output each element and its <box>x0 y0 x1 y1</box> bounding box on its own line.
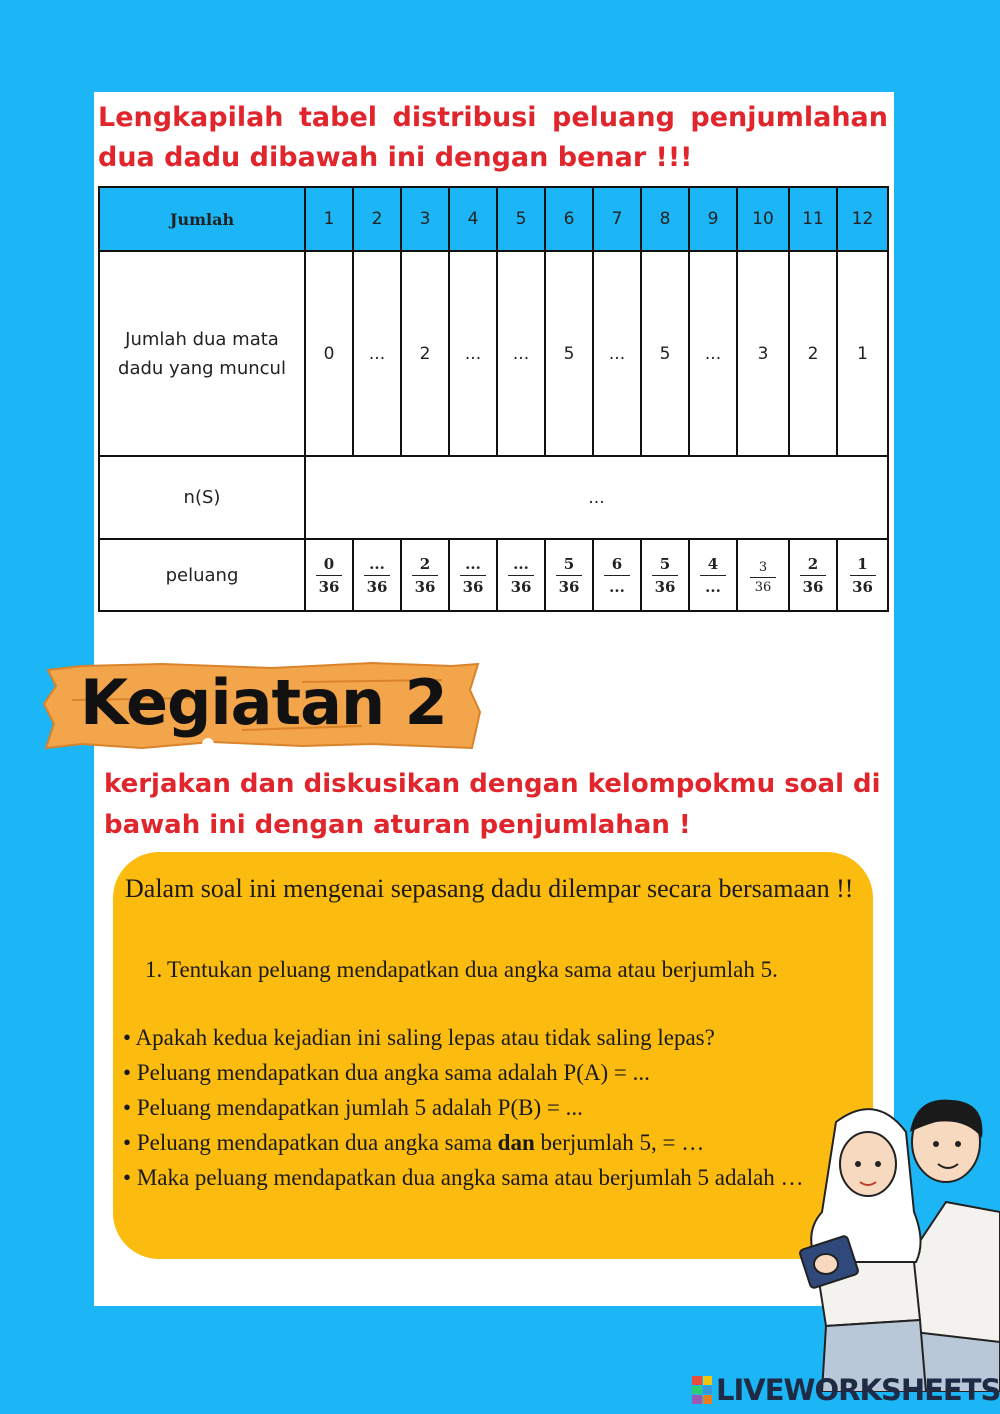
frequency-label: Jumlah dua mata dadu yang muncul <box>99 251 305 456</box>
bullet-item <box>123 1125 863 1160</box>
fraction <box>800 555 826 596</box>
sum-header: 2 <box>353 187 401 251</box>
fraction-numerator: 5 <box>652 555 678 576</box>
fraction-numerator: 0 <box>316 555 342 576</box>
fraction-numerator: 1 <box>850 555 876 576</box>
question-1 <box>145 952 785 987</box>
fraction <box>316 555 342 596</box>
instruction-complete-table: Lengkapilah tabel distribusi peluang penjumlahan dua dadu dibawah ini dengan benar !!! <box>98 102 888 173</box>
frequency-cell: 2 <box>789 251 837 456</box>
frequency-cell-blank[interactable]: ... <box>593 251 641 456</box>
frequency-cell: 0 <box>305 251 353 456</box>
sum-header: 4 <box>449 187 497 251</box>
probability-cell-blank[interactable] <box>497 539 545 611</box>
fraction <box>750 560 776 595</box>
frequency-cell: 5 <box>545 251 593 456</box>
fraction <box>460 555 486 596</box>
fraction-denominator: 36 <box>852 578 873 596</box>
probability-cell-blank[interactable] <box>353 539 401 611</box>
fraction-numerator: 4 <box>700 555 726 576</box>
students-illustration <box>796 1092 1000 1392</box>
bullet-item <box>123 1020 863 1055</box>
instruction-discuss <box>104 764 904 846</box>
sum-header: 7 <box>593 187 641 251</box>
probability-cell-blank[interactable] <box>689 539 737 611</box>
card-intro: Dalam soal ini mengenai sepasang dadu dilempar secara bersamaan !! <box>125 874 854 903</box>
fraction-numerator[interactable]: ... <box>508 555 534 576</box>
fraction-numerator: 2 <box>412 555 438 576</box>
bullet-text: berjumlah 5, = … <box>534 1130 705 1155</box>
sum-header: 10 <box>737 187 789 251</box>
sample-space-label: n(S) <box>99 456 305 539</box>
bullet-text: Peluang mendapatkan dua angka sama adalah P(A) = ... <box>136 1060 650 1085</box>
bullet-text: Peluang mendapatkan dua angka sama <box>136 1130 498 1155</box>
sum-header: 1 <box>305 187 353 251</box>
banner-title: Kegiatan 2 <box>80 666 447 739</box>
probability-cell <box>545 539 593 611</box>
question-card <box>113 852 873 1259</box>
fraction-denominator: 36 <box>318 578 340 596</box>
instruction-line-1: kerjakan dan diskusikan dengan kelompokmu soal di <box>104 769 881 799</box>
frequency-cell-blank[interactable]: ... <box>689 251 737 456</box>
bullet-item <box>123 1055 863 1090</box>
frequency-cell: 2 <box>401 251 449 456</box>
fraction <box>412 555 438 596</box>
bullet-text: Maka peluang mendapatkan dua angka sama atau berjumlah 5 adalah … <box>136 1165 804 1190</box>
table-header-row <box>99 187 888 251</box>
watermark-text: LIVEWORKSHEETS <box>716 1373 1000 1407</box>
frequency-cell-blank[interactable]: ... <box>353 251 401 456</box>
fraction <box>364 555 390 596</box>
fraction <box>850 555 876 596</box>
fraction-denominator: 36 <box>654 578 676 596</box>
probability-cell <box>401 539 449 611</box>
fraction-numerator: 6 <box>604 555 630 576</box>
sum-header: 3 <box>401 187 449 251</box>
bullet-text: Apakah kedua kejadian ini saling lepas atau tidak saling lepas? <box>135 1025 715 1050</box>
probability-label: peluang <box>99 539 305 611</box>
fraction-numerator: 2 <box>800 555 826 576</box>
fraction-denominator: 36 <box>366 578 388 596</box>
fraction <box>652 555 678 596</box>
bullet-bold-text: dan <box>497 1130 535 1155</box>
question-bullets <box>123 1020 863 1195</box>
sum-header: 9 <box>689 187 737 251</box>
sum-header: 5 <box>497 187 545 251</box>
probability-cell <box>789 539 837 611</box>
probability-cell <box>641 539 689 611</box>
frequency-cell: 5 <box>641 251 689 456</box>
liveworksheets-logo-icon <box>692 1376 712 1404</box>
probability-cell <box>837 539 888 611</box>
probability-cell-blank[interactable] <box>449 539 497 611</box>
question-number: 1. <box>145 957 163 982</box>
frequency-row <box>99 251 888 456</box>
probability-cell-blank[interactable] <box>593 539 641 611</box>
fraction <box>700 555 726 596</box>
sum-header: 6 <box>545 187 593 251</box>
probability-cell <box>305 539 353 611</box>
header-label-jumlah: Jumlah <box>99 187 305 251</box>
frequency-cell: 1 <box>837 251 888 456</box>
fraction <box>604 555 630 596</box>
fraction-numerator[interactable]: ... <box>364 555 390 576</box>
fraction-denominator: 36 <box>754 579 772 595</box>
watermark <box>692 1372 1000 1408</box>
fraction-numerator: 3 <box>750 560 776 578</box>
frequency-cell-blank[interactable]: ... <box>497 251 545 456</box>
frequency-cell: 3 <box>737 251 789 456</box>
bullet-item <box>123 1090 863 1125</box>
fraction-numerator[interactable]: ... <box>460 555 486 576</box>
probability-distribution-table <box>98 186 889 612</box>
sample-space-row <box>99 456 888 539</box>
fraction-denominator[interactable]: ... <box>705 578 721 596</box>
probability-cell <box>737 539 789 611</box>
question-text: Tentukan peluang mendapatkan dua angka sama atau berjumlah 5. <box>167 957 778 982</box>
fraction <box>508 555 534 596</box>
fraction-numerator: 5 <box>556 555 582 576</box>
sample-space-blank[interactable]: ... <box>305 456 888 539</box>
sum-header: 8 <box>641 187 689 251</box>
fraction-denominator[interactable]: ... <box>609 578 625 596</box>
sum-header: 12 <box>837 187 888 251</box>
bullet-item <box>123 1160 863 1195</box>
fraction-denominator: 36 <box>414 578 436 596</box>
fraction-denominator: 36 <box>510 578 532 596</box>
fraction <box>556 555 582 596</box>
frequency-cell-blank[interactable]: ... <box>449 251 497 456</box>
probability-row <box>99 539 888 611</box>
kegiatan-banner <box>42 660 482 752</box>
fraction-denominator: 36 <box>462 578 484 596</box>
fraction-denominator: 36 <box>558 578 580 596</box>
sum-header: 11 <box>789 187 837 251</box>
bullet-text: Peluang mendapatkan jumlah 5 adalah P(B) = ... <box>136 1095 583 1120</box>
instruction-line-2: bawah ini dengan aturan penjumlahan ! <box>104 810 691 840</box>
fraction-denominator: 36 <box>802 578 824 596</box>
